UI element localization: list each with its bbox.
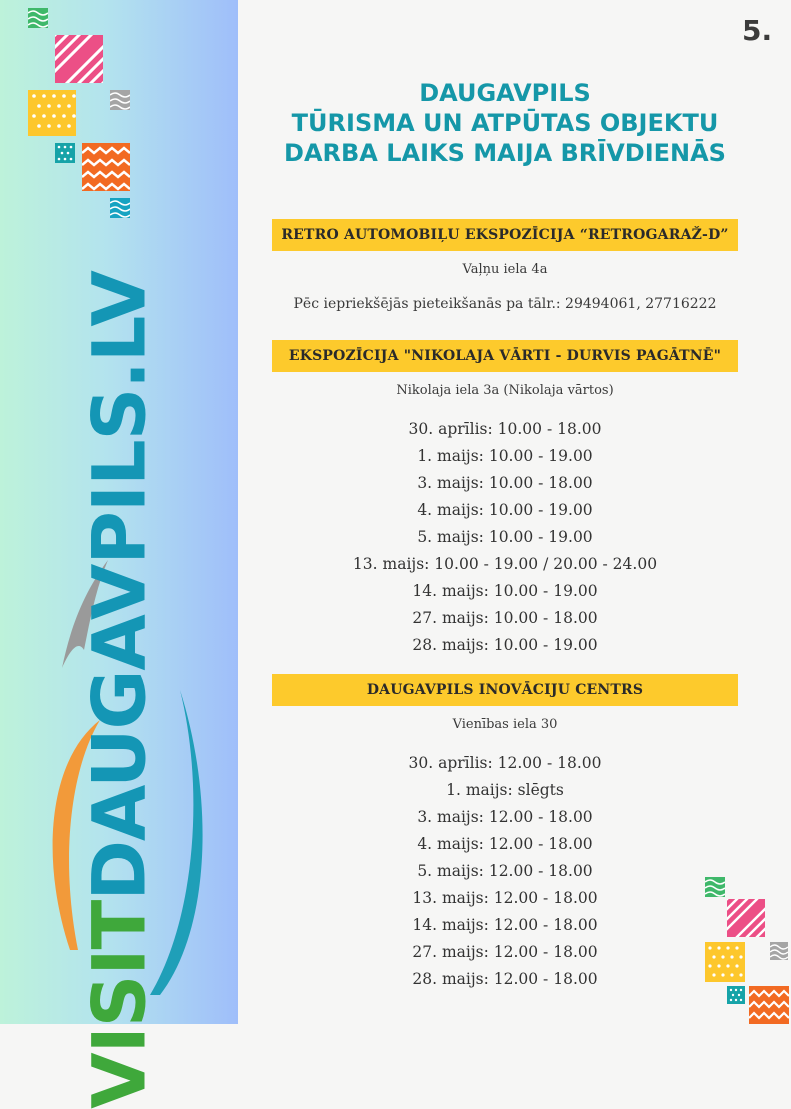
hours-item: 27. maijs: 10.00 - 18.00 [412, 609, 598, 627]
hours-item: 14. maijs: 10.00 - 19.00 [412, 582, 598, 600]
section-heading: RETRO AUTOMOBIĻU EKSPOZĪCIJA “RETROGARAŽ-D” [272, 219, 738, 251]
section-retrogarazd [272, 219, 738, 313]
hours-item: 14. maijs: 12.00 - 18.00 [412, 916, 598, 934]
teal-dots-square-icon [55, 143, 75, 163]
page-number: 5. [742, 14, 773, 47]
green-wave-square-icon [28, 8, 48, 28]
section-inovaciju-centrs [272, 674, 738, 993]
hours-item: 5. maijs: 10.00 - 19.00 [417, 528, 593, 546]
hours-item: 4. maijs: 10.00 - 19.00 [417, 501, 593, 519]
opening-hours-list [272, 416, 738, 659]
section-address: Nikolaja iela 3a (Nikolaja vārtos) [396, 383, 614, 398]
section-address: Vaļņu iela 4a [462, 262, 548, 277]
hours-item: 27. maijs: 12.00 - 18.00 [412, 943, 598, 961]
title-line: TŪRISMA UN ATPŪTAS OBJEKTU [291, 109, 719, 137]
pink-stripe-square-icon [55, 35, 103, 83]
hours-item: 13. maijs: 10.00 - 19.00 / 20.00 - 24.00 [352, 555, 658, 573]
section-heading: EKSPOZĪCIJA "NIKOLAJA VĀRTI - DURVIS PAGĀTNĒ" [272, 340, 738, 372]
hours-item: 13. maijs: 12.00 - 18.00 [412, 889, 598, 907]
visitdaugavpils-logo: VISITDAUGAVPILS.LV [77, 271, 163, 1109]
hours-item: 28. maijs: 12.00 - 18.00 [412, 970, 598, 988]
hours-item: 5. maijs: 12.00 - 18.00 [417, 862, 593, 880]
hours-item: 3. maijs: 12.00 - 18.00 [417, 808, 593, 826]
yellow-dots-square-icon [28, 90, 76, 136]
hours-item: 30. aprīlis: 12.00 - 18.00 [408, 754, 602, 772]
section-address: Vienības iela 30 [452, 717, 558, 732]
orange-zigzag-square-icon [749, 986, 789, 1024]
hours-item: 28. maijs: 10.00 - 19.00 [412, 636, 598, 654]
orange-zigzag-square-icon [82, 143, 130, 191]
section-nikolaja-varti [272, 340, 738, 659]
grey-wave-square-icon [110, 90, 130, 110]
title-line: DAUGAVPILS [419, 79, 591, 107]
hours-item: 1. maijs: slēgts [446, 781, 564, 799]
hours-item: 1. maijs: 10.00 - 19.00 [417, 447, 593, 465]
page-title [272, 78, 738, 168]
hours-item: 3. maijs: 10.00 - 18.00 [417, 474, 593, 492]
hours-item: 4. maijs: 12.00 - 18.00 [417, 835, 593, 853]
opening-hours-list [272, 750, 738, 993]
section-heading: DAUGAVPILS INOVĀCIJU CENTRS [272, 674, 738, 706]
teal-wave-square-icon [110, 198, 130, 218]
grey-wave-square-icon [770, 942, 788, 960]
section-note: Pēc iepriekšējās pieteikšanās pa tālr.: 29494061, 27716222 [293, 296, 717, 312]
sidebar-panel [0, 0, 238, 1109]
hours-item: 30. aprīlis: 10.00 - 18.00 [408, 420, 602, 438]
title-line: DARBA LAIKS MAIJA BRĪVDIENĀS [284, 139, 726, 167]
